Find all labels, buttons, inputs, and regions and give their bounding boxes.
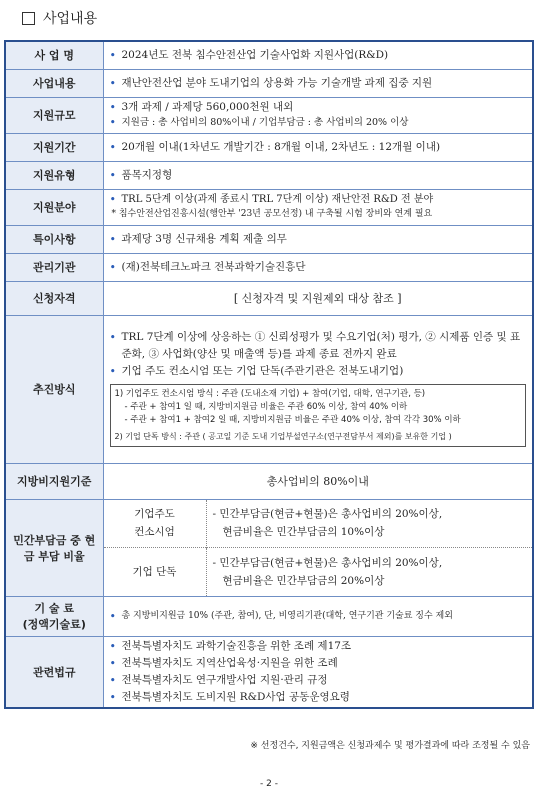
- bullet-icon: •: [109, 168, 116, 182]
- law-item: 전북특별자치도 연구개발사업 지원·관리 규정: [121, 673, 328, 686]
- label-content: 사업내용: [5, 69, 103, 97]
- consortium-text-2: 현금비율은 민간부담금의 10%이상: [222, 526, 385, 539]
- row-private: [5, 499, 533, 596]
- row-project-name: [5, 41, 533, 69]
- method-detail-3: - 주관 + 참여1 + 참여2 일 때, 지방비지원금 비율은 주관 40% 이상, 참여 각각 30% 이하: [124, 415, 461, 425]
- bullet-icon: •: [109, 690, 116, 704]
- row-tech-fee: [5, 596, 533, 636]
- bullet-icon: •: [109, 365, 116, 378]
- consortium-label-1: 기업주도: [134, 508, 175, 521]
- value-special: 과제당 3명 신규채용 계획 제출 의무: [121, 232, 287, 245]
- value-qualification: [ 신청자격 및 지원제외 대상 참조 ]: [103, 281, 533, 315]
- label-field: 지원분야: [5, 189, 103, 225]
- bullet-icon: •: [109, 656, 116, 670]
- label-tech-fee-1: 기 술 료: [34, 602, 75, 615]
- row-type: [5, 161, 533, 189]
- row-method: [5, 315, 533, 463]
- solo-text-1: - 민간부담금(현금+현물)은 총사업비의 20%이상,: [212, 556, 443, 569]
- solo-text-2: 현금비율은 민간부담금의 20%이상: [222, 574, 385, 587]
- value-agency: (재)전북테크노파크 전북과학기술진흥단: [121, 260, 306, 273]
- project-info-table: [4, 40, 534, 709]
- label-tech-fee-2: (정액기술료): [22, 618, 86, 631]
- row-agency: [5, 253, 533, 281]
- method-detail-4: 2) 기업 단독 방식 : 주관 ( 공고일 기준 도내 기업부설연구소(연구전담부서 제외)를 보유한 기업 ): [114, 432, 452, 441]
- section-title: [22, 8, 97, 28]
- method-detail-2: - 주관 + 참여1 일 때, 지방비지원금 비율은 주관 60% 이상, 참여 40% 이하: [124, 402, 408, 412]
- label-private: 민간부담금 중 현금 부담 비율: [5, 499, 103, 596]
- label-scale: 지원규모: [5, 97, 103, 133]
- value-method-2: 기업 주도 컨소시엄 또는 기업 단독(주관기관은 전북도내기업): [121, 365, 404, 377]
- value-scale-1: 3개 과제 / 과제당 560,000천원 내외: [121, 101, 294, 113]
- method-detail-box: [110, 384, 527, 447]
- consortium-text-1: - 민간부담금(현금+현물)은 총사업비의 20%이상,: [212, 508, 443, 521]
- value-type: 품목지정형: [121, 168, 173, 181]
- row-qualification: [5, 281, 533, 315]
- bullet-icon: •: [109, 260, 116, 274]
- page-number: - 2 -: [260, 779, 278, 789]
- label-method: 추진방식: [5, 315, 103, 463]
- label-local-ratio: 지방비지원기준: [5, 463, 103, 499]
- solo-label: 기업 단독: [104, 548, 207, 596]
- value-content: 재난안전산업 분야 도내기업의 상용화 가능 기술개발 과제 집중 지원: [121, 76, 433, 89]
- law-item: 전북특별자치도 지역산업육성·지원을 위한 조례: [121, 656, 338, 669]
- bullet-icon: •: [109, 101, 116, 114]
- bullet-icon: •: [109, 673, 116, 687]
- method-detail-1: 1) 기업주도 컨소시엄 방식 : 주관 (도내소재 기업) + 참여(기업, 대학, 연구기관, 등): [114, 389, 426, 399]
- bullet-icon: •: [109, 116, 116, 129]
- bullet-icon: •: [109, 232, 116, 246]
- bullet-icon: •: [109, 140, 116, 154]
- bullet-icon: •: [109, 76, 116, 90]
- row-content: [5, 69, 533, 97]
- value-period: 20개월 이내(1차년도 개발기간 : 8개월 이내, 2차년도 : 12개월 이내): [121, 140, 441, 153]
- row-local-ratio: [5, 463, 533, 499]
- value-scale-2: 지원금 : 총 사업비의 80%이내 / 기업부담금 : 총 사업비의 20% 이상: [121, 117, 409, 128]
- row-period: [5, 133, 533, 161]
- label-project-name: 사 업 명: [5, 41, 103, 69]
- bullet-icon: •: [109, 48, 116, 62]
- law-item: 전북특별자치도 과학기술진흥을 위한 조례 제17조: [121, 639, 352, 652]
- bullet-icon: •: [109, 331, 116, 344]
- label-qualification: 신청자격: [5, 281, 103, 315]
- checkbox-icon: [22, 12, 35, 25]
- row-field: [5, 189, 533, 225]
- row-special: [5, 225, 533, 253]
- label-period: 지원기간: [5, 133, 103, 161]
- bullet-icon: •: [109, 639, 116, 653]
- bullet-icon: •: [109, 609, 116, 623]
- value-field-2: * 침수안전산업진흥시설(행안부 '23년 공모선정) 내 구축될 시험 장비와 연계 필요: [111, 209, 433, 219]
- law-item: 전북특별자치도 도비지원 R&D사업 공동운영요령: [121, 690, 350, 703]
- row-law: [5, 636, 533, 708]
- value-project-name: 2024년도 전북 침수안전산업 기술사업화 지원사업(R&D): [121, 48, 389, 61]
- label-type: 지원유형: [5, 161, 103, 189]
- value-local-ratio: 총사업비의 80%이내: [103, 463, 533, 499]
- bullet-icon: •: [109, 193, 116, 206]
- label-agency: 관리기관: [5, 253, 103, 281]
- footnote: ※ 선정건수, 지원금액은 신청과제수 및 평가결과에 따라 조정될 수 있음: [250, 741, 530, 751]
- label-law: 관련법규: [5, 636, 103, 708]
- section-title-text: 사업내용: [43, 11, 98, 27]
- private-ratio-table: [104, 500, 533, 596]
- row-scale: [5, 97, 533, 133]
- value-tech-fee: 총 지방비지원금 10% (주관, 참여), 단, 비영리기관(대학, 연구기관 기술료 징수 제외: [121, 610, 453, 621]
- value-field-1: TRL 5단계 이상(과제 종료시 TRL 7단계 이상) 재난안전 R&D 전 분야: [121, 194, 434, 205]
- consortium-label-2: 컨소시엄: [134, 526, 175, 539]
- label-special: 특이사항: [5, 225, 103, 253]
- value-method-1: TRL 7단계 이상에 상응하는 ① 신뢰성평가 및 수요기업(처) 평가, ② 시제품 인증 및 표준화, ③ 사업화(양산 및 매출액 등)를 과제 종료 전까지 완료: [121, 331, 521, 360]
